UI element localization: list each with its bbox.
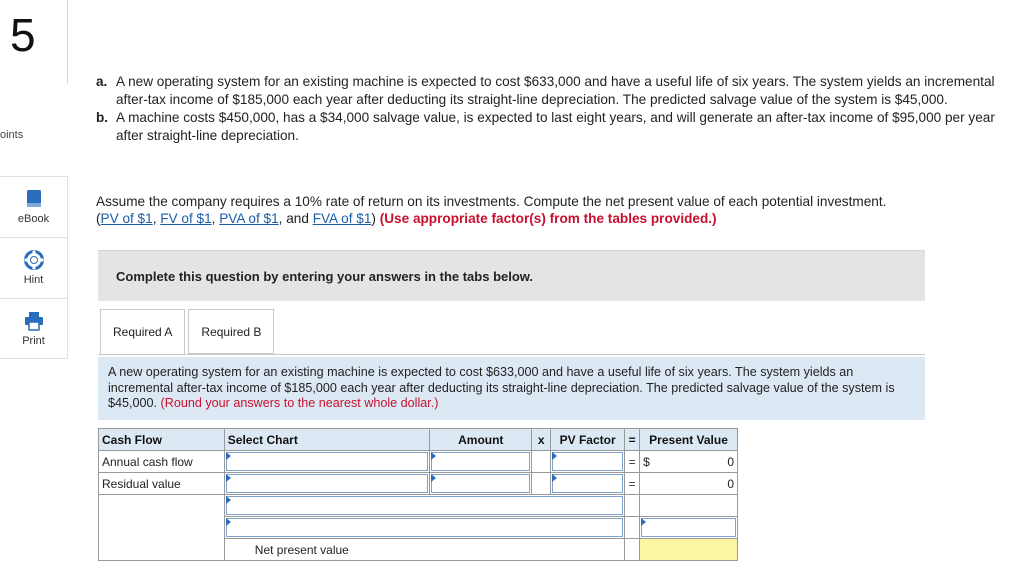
npv-table (98, 428, 738, 561)
equals-sign: = (625, 473, 640, 495)
table-row (99, 473, 738, 495)
side-rail (0, 176, 68, 359)
present-value-cell (640, 473, 738, 495)
blank-cell (532, 473, 551, 495)
currency-sign: $ (643, 454, 650, 469)
assumption-text: Assume the company requires a 10% rate of return on its investments. Compute the net present value of each potential investment. (PV of $1, FV of $1, PVA of $1, and FVA of $1) (Use appropriate factor(s) from the tables provided.) (96, 194, 887, 226)
hint-button[interactable] (0, 237, 68, 298)
row-label: Residual value (99, 473, 225, 495)
ebook-button[interactable] (0, 176, 68, 237)
header-present-value: Present Value (640, 429, 738, 451)
print-button[interactable] (0, 298, 68, 359)
printer-icon (24, 311, 44, 331)
item-letter: b. (96, 110, 109, 125)
blank-label-cell (99, 495, 225, 561)
blank-cell (640, 495, 738, 517)
tab-required-a[interactable]: Required A (100, 309, 185, 355)
row-label: Annual cash flow (99, 451, 225, 473)
question-number: 5 (10, 9, 36, 61)
print-label: Print (22, 334, 45, 347)
equals-sign: = (625, 451, 640, 473)
book-icon (24, 189, 44, 209)
lifebuoy-icon (24, 250, 44, 270)
instructions-text: A new operating system for an existing machine is expected to cost $633,000 and have a useful life of six years. The system yields an incremental after-tax income of $185,000 each year after deducting its straight-line depreciation. The predicted salvage value of the system is $45,000. (108, 365, 895, 411)
amount-input[interactable] (430, 451, 532, 473)
and-word: and (286, 211, 309, 226)
npv-label: Net present value (224, 539, 624, 561)
item-text: A machine costs $450,000, has a $34,000 salvage value, is expected to last eight years, and will generate an after-tax income of $95,000 per year after straight-line depreciation. (116, 110, 995, 143)
select-chart-dropdown[interactable] (224, 451, 430, 473)
present-value-cell (640, 451, 738, 473)
question-item-a (96, 73, 1008, 108)
factor-note: (Use appropriate factor(s) from the tables provided.) (379, 211, 717, 226)
pva-table-link[interactable]: PVA of $1 (219, 211, 279, 226)
table-row (99, 451, 738, 473)
header-select-chart: Select Chart (224, 429, 430, 451)
fva-table-link[interactable]: FVA of $1 (312, 211, 372, 226)
header-x: x (532, 429, 551, 451)
blank-cell (532, 451, 551, 473)
question-items (96, 73, 1008, 144)
rail-divider (67, 0, 68, 84)
ebook-label: eBook (17, 213, 50, 225)
amount-input[interactable] (430, 473, 532, 495)
question-item-b (96, 109, 1008, 144)
extra-row-input[interactable] (224, 517, 624, 539)
points-label: oints (0, 129, 24, 141)
item-letter: a. (96, 74, 108, 89)
table-header-row (99, 429, 738, 451)
blank-cell (625, 517, 640, 539)
tab-required-b[interactable]: Required B (188, 309, 274, 354)
header-eq: = (625, 429, 640, 451)
assume-sentence: Assume the company requires a 10% rate of return on its investments. Compute the net present value of each potential investment. (96, 194, 887, 209)
complete-banner (98, 250, 925, 301)
extra-row-input[interactable] (224, 495, 624, 517)
npv-input[interactable] (640, 539, 738, 561)
hint-label: Hint (23, 274, 44, 286)
pv-factor-input[interactable] (551, 473, 625, 495)
pv-table-link[interactable]: PV of $1 (100, 211, 153, 226)
pv-total-input[interactable] (640, 517, 738, 539)
present-value: 0 (727, 454, 734, 469)
complete-label: Complete this question by entering your answers in the tabs below. (116, 268, 534, 284)
table-row (99, 495, 738, 517)
header-cash-flow: Cash Flow (99, 429, 225, 451)
header-amount: Amount (430, 429, 532, 451)
header-pv-factor: PV Factor (551, 429, 625, 451)
select-chart-dropdown[interactable] (224, 473, 430, 495)
tab-divider (98, 354, 925, 355)
answer-tabs (100, 309, 274, 355)
pv-factor-input[interactable] (551, 451, 625, 473)
instructions-box (98, 357, 925, 420)
item-text: A new operating system for an existing machine is expected to cost $633,000 and have a useful life of six years. The system yields an incremental after-tax income of $185,000 each year after deducting its straight-line depreciation. The predicted salvage value of the system is $45,000. (116, 74, 995, 107)
blank-cell (625, 539, 640, 561)
present-value: 0 (727, 476, 734, 491)
fv-table-link[interactable]: FV of $1 (160, 211, 212, 226)
round-note: (Round your answers to the nearest whole dollar.) (160, 396, 439, 411)
blank-cell (625, 495, 640, 517)
